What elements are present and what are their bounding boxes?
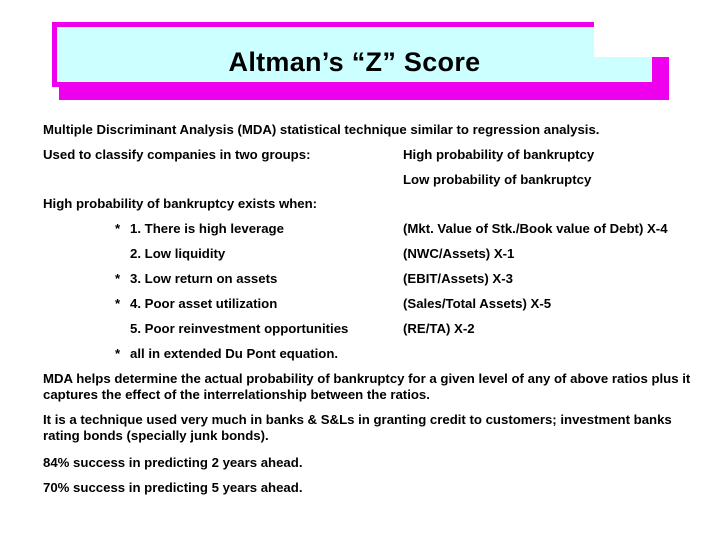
condition-2-text: 2. Low liquidity bbox=[130, 246, 226, 261]
condition-1-marker: * bbox=[115, 221, 121, 236]
intro-text: Multiple Discriminant Analysis (MDA) statistical technique similar to regression analysis. bbox=[43, 122, 600, 137]
classify-label: Used to classify companies in two groups: bbox=[43, 147, 311, 162]
condition-1-text: 1. There is high leverage bbox=[130, 221, 284, 236]
condition-3-text: 3. Low return on assets bbox=[130, 271, 278, 286]
footnote-text: all in extended Du Pont equation. bbox=[130, 346, 339, 361]
condition-3-marker: * bbox=[115, 271, 121, 286]
slide-title: Altman’s “Z” Score bbox=[228, 46, 481, 77]
conditions-heading: High probability of bankruptcy exists when: bbox=[43, 196, 318, 211]
condition-4-marker: * bbox=[115, 296, 121, 311]
group-high: High probability of bankruptcy bbox=[403, 147, 595, 162]
condition-2-ratio: (NWC/Assets) X-1 bbox=[403, 246, 515, 261]
condition-5-ratio: (RE/TA) X-2 bbox=[403, 321, 475, 336]
paragraph-success-2yr: 84% success in predicting 2 years ahead. bbox=[43, 455, 303, 470]
condition-4-ratio: (Sales/Total Assets) X-5 bbox=[403, 296, 552, 311]
condition-3-ratio: (EBIT/Assets) X-3 bbox=[403, 271, 513, 286]
paragraph-success-5yr: 70% success in predicting 5 years ahead. bbox=[43, 480, 303, 495]
condition-1-ratio: (Mkt. Value of Stk./Book value of Debt) X-4 bbox=[403, 221, 668, 236]
group-low: Low probability of bankruptcy bbox=[403, 172, 592, 187]
condition-4-text: 4. Poor asset utilization bbox=[130, 296, 278, 311]
paragraph-banks: It is a technique used very much in banks & S&Ls in granting credit to customers; investment banks rating bonds (specially junk bonds). bbox=[43, 412, 672, 443]
footnote-marker: * bbox=[115, 346, 121, 361]
condition-5-text: 5. Poor reinvestment opportunities bbox=[130, 321, 349, 336]
paragraph-mda: MDA helps determine the actual probability of bankruptcy for a given level of any of above ratios plus it captures the effect of the interrelationship between the ratios. bbox=[43, 371, 691, 402]
